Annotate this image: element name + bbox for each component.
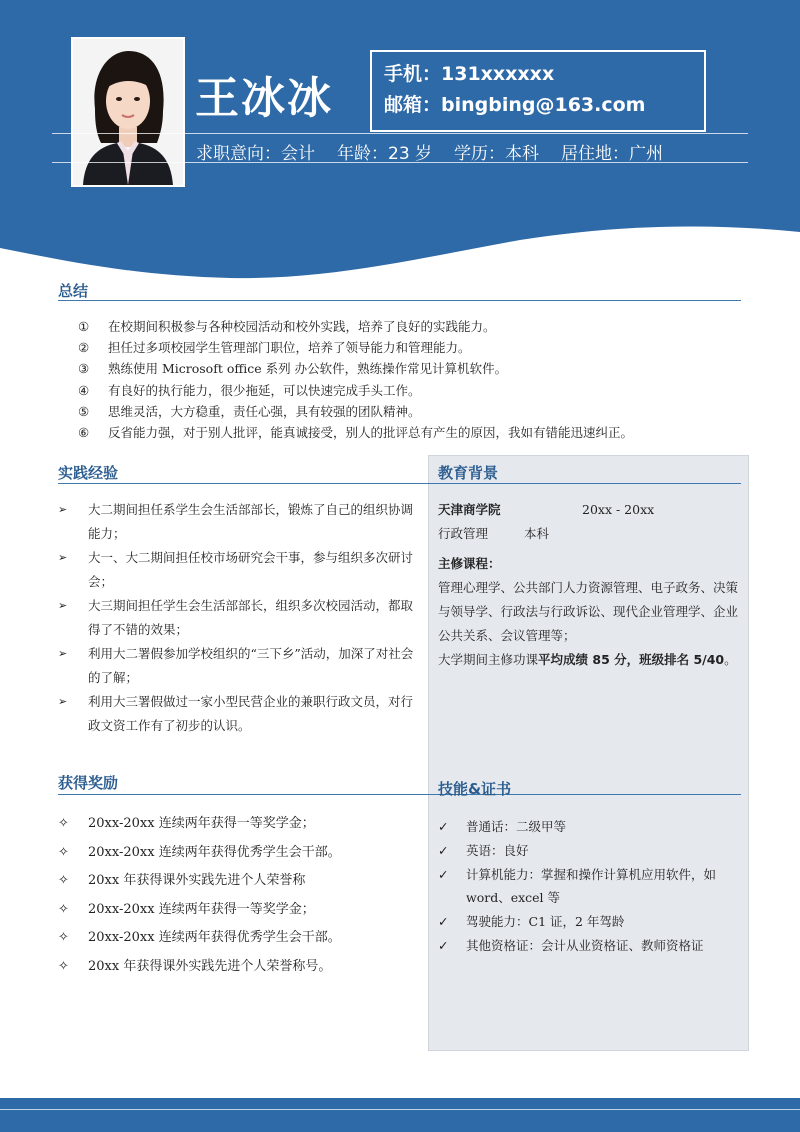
profile-photo (71, 37, 185, 187)
major-row (438, 522, 743, 546)
list-item: ✧ 20xx-20xx 连续两年获得优秀学生会干部。 (58, 924, 418, 953)
list-item: ✧ 20xx-20xx 连续两年获得一等奖学金； (58, 896, 418, 925)
list-item: ➢ 大二期间担任系学生会生活部部长，锻炼了自己的组织协调能力； (58, 498, 418, 546)
sparkle-bullet-icon: ✧ (58, 816, 69, 831)
school-row (438, 498, 743, 522)
list-item: ✓ 驾驶能力：C1 证，2 年驾龄 (438, 910, 743, 934)
email-text: 邮箱：bingbing@163.com (384, 94, 646, 116)
awards-list (58, 810, 418, 982)
arrow-bullet-icon: ➢ (58, 551, 68, 564)
list-item: ✧ 20xx 年获得课外实践先进个人荣誉称 (58, 867, 418, 896)
arrow-bullet-icon: ➢ (58, 647, 68, 660)
footer-band (0, 1098, 800, 1132)
arrow-bullet-icon: ➢ (58, 695, 68, 708)
sparkle-bullet-icon: ✧ (58, 844, 69, 860)
list-item: ✧ 20xx 年获得课外实践先进个人荣誉称号。 (58, 953, 418, 982)
residence-info: 居住地：广州 (561, 144, 664, 164)
check-bullet-icon: ✓ (438, 819, 449, 834)
study-period: 20xx - 20xx (582, 502, 655, 517)
check-bullet-icon: ✓ (438, 914, 449, 930)
candidate-name: 王冰冰 (195, 73, 333, 124)
list-item: ✧ 20xx-20xx 连续两年获得一等奖学金； (58, 810, 418, 839)
summary-item: ④ 有良好的执行能力，很少拖延，可以快速完成手头工作。 (78, 382, 421, 398)
major-name: 行政管理 (438, 526, 489, 541)
list-item: ✓ 普通话：二级甲等 (438, 815, 743, 839)
sparkle-bullet-icon: ✧ (58, 958, 69, 974)
phone-text: 手机：131xxxxxx (384, 63, 555, 85)
education-section (438, 498, 743, 672)
summary-rule (58, 300, 741, 301)
summary-item: ⑥ 反省能力强，对于别人批评，能真诚接受，别人的批评总有产生的原因，我如有错能迅速纠正。 (78, 425, 634, 441)
check-bullet-icon: ✓ (438, 937, 449, 953)
education-title: 教育背景 (438, 464, 499, 482)
sparkle-bullet-icon: ✧ (58, 930, 69, 946)
header-divider-top (52, 133, 748, 134)
skills-title: 技能&证书 (438, 780, 512, 798)
awards-title: 获得奖励 (58, 774, 119, 792)
job-intent: 求职意向：会计 (196, 144, 315, 164)
courses-text: 管理心理学、公共部门人力资源管理、电子政务、决策与领导学、行政法与行政诉讼、现代企业管理学、企业公共关系、会议管理等； (438, 580, 739, 643)
summary-item: ③ 熟练使用 Microsoft office 系列 办公软件，熟练操作常见计算机软件。 (78, 361, 508, 377)
sparkle-bullet-icon: ✧ (58, 901, 69, 917)
footer-line (0, 1109, 800, 1110)
practice-list (58, 498, 418, 738)
awards-rule (58, 794, 741, 795)
basic-info-row (196, 139, 685, 164)
education-level: 学历：本科 (454, 144, 540, 164)
school-name: 天津商学院 (438, 502, 501, 517)
list-item: ➢ 大一、大二期间担任校市场研究会干事，参与组织多次研讨会； (58, 546, 418, 594)
practice-rule (58, 483, 741, 484)
summary-item: ① 在校期间积极参与各种校园活动和校外实践，培养了良好的实践能力。 (78, 319, 496, 334)
list-item: ➢ 利用大三署假做过一家小型民营企业的兼职行政文员，对行政文资工作有了初步的认识。 (58, 690, 418, 738)
list-item: ➢ 利用大二署假参加学校组织的“三下乡”活动，加深了对社会的了解； (58, 642, 418, 690)
summary-item: ② 担任过多项校园学生管理部门职位，培养了领导能力和管理能力。 (78, 340, 471, 356)
gpa-text: 大学期间主修功课平均成绩 85 分，班级排名 5/40。 (438, 652, 737, 667)
summary-title: 总结 (58, 282, 89, 300)
list-item: ➢ 大三期间担任学生会生活部部长，组织多次校园活动，都取得了不错的效果； (58, 594, 418, 642)
list-item: ✓ 其他资格证：会计从业资格证、教师资格证 (438, 934, 743, 958)
degree-name: 本科 (524, 526, 550, 541)
list-item: ✓ 计算机能力：掌握和操作计算机应用软件，如 word、excel 等 (438, 863, 743, 911)
practice-title: 实践经验 (58, 464, 119, 482)
arrow-bullet-icon: ➢ (58, 503, 68, 516)
arrow-bullet-icon: ➢ (58, 599, 68, 612)
check-bullet-icon: ✓ (438, 842, 449, 858)
list-item: ✓ 英语：良好 (438, 839, 743, 863)
skills-list (438, 815, 743, 958)
summary-item: ⑤ 思维灵活，大方稳重，责任心强，具有较强的团队精神。 (78, 403, 421, 419)
sparkle-bullet-icon: ✧ (58, 873, 69, 889)
list-item: ✧ 20xx-20xx 连续两年获得优秀学生会干部。 (58, 839, 418, 868)
age-info: 年龄：23 岁 (337, 144, 433, 164)
contact-box (370, 50, 706, 132)
check-bullet-icon: ✓ (438, 866, 449, 882)
summary-list (78, 316, 778, 443)
courses-label: 主修课程： (438, 556, 501, 571)
